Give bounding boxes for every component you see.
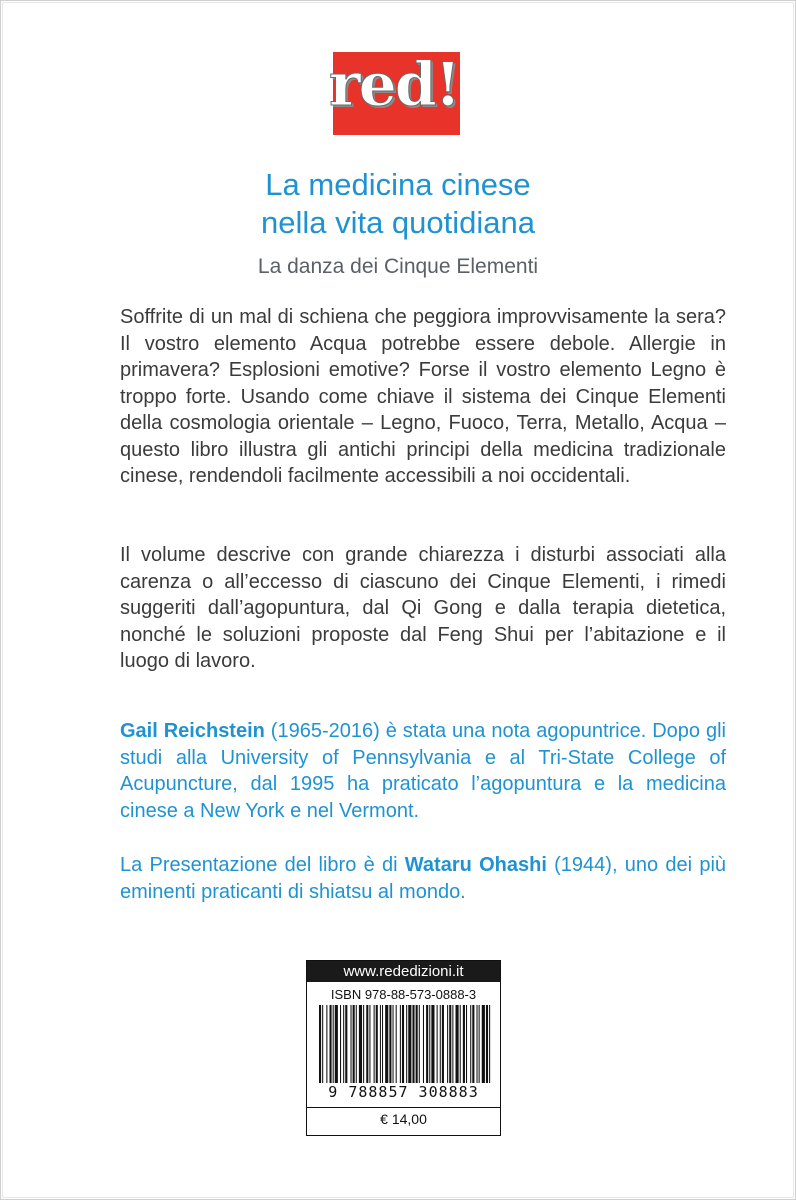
book-subtitle: La danza dei Cinque Elementi <box>257 255 539 278</box>
publisher-logo-text: red! <box>329 50 460 120</box>
preface-text-after: (1944), uno dei più eminenti praticanti di shiatsu al mondo. <box>120 854 727 903</box>
barcode-box <box>306 960 501 1136</box>
barcode-icon <box>319 1005 491 1083</box>
book-title-line-2: nella vita quotidiana <box>260 205 536 240</box>
preface-text-before: La Presentazione del libro è di <box>120 854 405 876</box>
author-name: Gail Reichstein <box>120 720 265 742</box>
barcode-number: 9 788857 308883 <box>328 1083 479 1101</box>
publisher-url: www.rededizioni.it <box>307 961 500 982</box>
author-bio <box>120 718 726 824</box>
book-title-line-1: La medicina cinese <box>265 167 531 202</box>
description-paragraph-2: Il volume descrive con grande chiarezza i disturbi associati alla carenza o all’eccesso di ciascuno dei Cinque Elementi, i rimedi suggeriti dall’agopuntura, dal Qi Gong e dalla terapia dietetica, nonché le soluzioni proposte dal Feng Shui per l’abitazione e il luogo di lavoro. <box>120 544 726 672</box>
preface-author-name: Wataru Ohashi <box>404 854 547 876</box>
author-bio-text: (1965-2016) è stata una nota agopuntrice. Dopo gli studi alla University of Pennsylvania e al Tri-State College of Acupuncture, dal 1995 ha praticato l’agopuntura e la medicina cinese a New York e nel Vermont. <box>120 720 726 822</box>
isbn-label: ISBN 978-88-573-0888-3 <box>330 987 477 1002</box>
preface-note <box>120 852 726 905</box>
publisher-logo <box>329 50 460 135</box>
price-label: € 14,00 <box>307 1107 500 1127</box>
description-paragraph-1: Soffrite di un mal di schiena che peggiora improvvisamente la sera? Il vostro elemento Acqua potrebbe essere debole. Allergie in primavera? Esplosioni emotive? Forse il vostro elemento Legno è troppo forte. Usando come chiave il sistema dei Cinque Elementi della cosmologia orientale – Legno, Fuoco, Terra, Metallo, Acqua – questo libro illustra gli antichi principi della medicina tradizionale cinese, rendendoli facilmente accessibili a noi occidentali. <box>120 306 726 487</box>
